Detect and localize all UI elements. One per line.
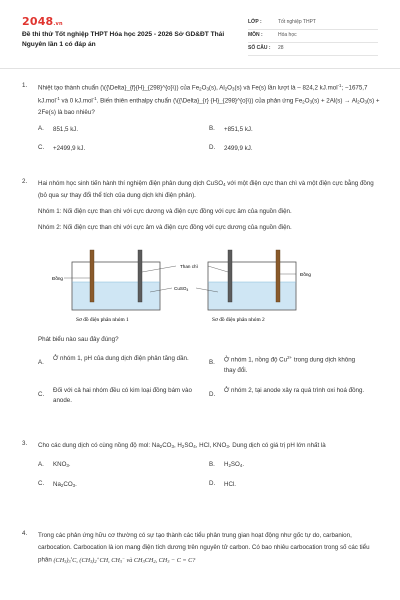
electrolysis-diagram <box>50 242 320 326</box>
option-c[interactable]: C. +2499,9 kJ. <box>38 144 86 153</box>
question-text: Nhiệt tạo thành chuẩn (\({\Delta}_{f}{H}_{298}^{o}\)) của $Fe_2O_3(s)$, $Al_2O_3(s)$ và Fe(s) lần lượt là – 824,2 kJ.mol$^{-1}$; −1675,7 kJ.mol$^{-1}$ và 0 kJ.mol$^{-1}$. Biến thiên enthalpy chuẩn (\({\Delta}_{r} {H}_{298}^{o}\)) của phản ứng $Fe_2O_3(s) + 2Al(s) \to Al_2O_3(s) + 2Fe(s)$ là bao nhiêu? <box>38 83 380 117</box>
option-c[interactable]: C. $Na_2CO_3$. <box>38 480 77 489</box>
question-text: Hai nhóm học sinh tiến hành thí nghiệm điện phân dung dịch CuSO$_4$ với một điện cực than chì và một điện cực bằng đồng (bỏ qua sự thay đổi thể tích của dung dịch khi điện phân). <box>38 180 374 200</box>
solution-left <box>73 282 160 310</box>
answer-options <box>38 354 380 405</box>
option-b[interactable]: B. Ở nhóm 1, nồng độ $Cu^{2+}$ trong dung dịch không thay đổi. <box>209 355 356 374</box>
label-copper-right: Đồng <box>300 272 311 278</box>
option-c[interactable]: C. Đối với cả hai nhóm đều có kim loại đồng bám vào anode. <box>38 386 192 404</box>
label-solution: CuSO$_4$ <box>174 286 189 293</box>
option-d[interactable]: D. HCl. <box>209 480 237 489</box>
header-divider <box>0 68 400 69</box>
question-4 <box>22 530 380 567</box>
option-a[interactable]: A. Ở nhóm 1, pH của dung dịch điện phân tăng dần. <box>38 355 189 367</box>
exam-meta-table <box>248 17 378 56</box>
option-b[interactable]: B. $H_2SO_4$. <box>209 460 245 469</box>
meta-value: 28 <box>278 45 284 52</box>
question-1 <box>22 82 380 178</box>
option-d[interactable]: D. Ở nhóm 2, tại anode xảy ra quá trình oxi hoá đồng. <box>209 386 365 398</box>
label-copper-left: Đồng <box>52 276 63 282</box>
question-list <box>22 82 380 567</box>
species-formulas: $(CH_3)_3^•C$, $(CH_3)_2^+CH$, $CH_3^-$ và $CH_3CH_2$, $CH_3 - C = C$? <box>53 555 196 564</box>
question-prompt: Phát biểu nào sau đây đúng? <box>38 336 119 344</box>
meta-key: MÔN : <box>248 32 263 39</box>
answer-options <box>38 125 380 154</box>
exam-title: Đề thi thử Tốt nghiệp THPT Hóa học 2025 - 2026 Sở GD&ĐT Thái Nguyên lần 1 có đáp án <box>22 31 225 48</box>
electrolysis-svg <box>50 242 320 326</box>
answer-options <box>38 460 380 490</box>
group-2-description: Nhóm 2: Nối điện cực than chì với cực âm và điện cực đồng với cực dương của nguồn điện. <box>38 224 292 232</box>
meta-value: Tốt nghiệp THPT <box>278 19 316 26</box>
exam-header <box>22 14 378 62</box>
question-text: Cho các dung dịch có cùng nồng độ mol: $Na_2CO_3$, $H_2SO_4$, HCl, $KNO_3$. Dung dịch có giá trị pH lớn nhất là <box>38 442 326 449</box>
question-text: Trong các phản ứng hữu cơ thường có sự tạo thành các tiểu phân trung gian hoạt động như gốc tự do, carbanion, carbocation. Carbocation là ion mang điện tích dương trên nguyên tử carbon. Có bao nhiêu carbocation trong số các tiểu phân $(CH_3)_3^•C$, $(CH_3)_2^+CH$, $CH_3^-$ và $CH_3CH_2$, $CH_3 - C = C$? <box>38 532 370 564</box>
option-b[interactable]: B. +851,5 kJ. <box>209 125 253 134</box>
caption-group-1: Sơ đồ điện phân nhóm 1 <box>76 317 129 324</box>
question-2 <box>22 178 380 440</box>
meta-value: Hóa học <box>278 32 297 39</box>
graphite-electrode-left <box>138 250 142 302</box>
question-3 <box>22 440 380 530</box>
solution-right <box>209 282 296 310</box>
copper-electrode-right <box>276 250 280 302</box>
meta-key: LỚP : <box>248 19 262 26</box>
question-number: 2. <box>22 178 28 185</box>
option-a[interactable]: A. 851,5 kJ. <box>38 125 79 134</box>
option-a[interactable]: A. $KNO_3$. <box>38 460 71 469</box>
meta-row-class <box>248 17 378 30</box>
option-d[interactable]: D. 2499,9 kJ. <box>209 144 253 153</box>
copper-electrode-left <box>90 250 94 302</box>
caption-group-2: Sơ đồ điện phân nhóm 2 <box>212 317 265 324</box>
question-number: 3. <box>22 440 28 447</box>
group-1-description: Nhóm 1: Nối điện cực than chì với cực dương và điện cực đồng với cực âm của nguồn điện. <box>38 208 292 216</box>
question-number: 4. <box>22 530 28 537</box>
label-graphite: Than chì <box>180 264 198 270</box>
graphite-electrode-right <box>228 250 232 302</box>
meta-row-count <box>248 43 378 56</box>
meta-row-subject <box>248 30 378 43</box>
site-logo[interactable]: 2048.vn <box>22 15 63 28</box>
meta-key: SỐ CÂU : <box>248 45 271 52</box>
question-number: 1. <box>22 82 28 89</box>
